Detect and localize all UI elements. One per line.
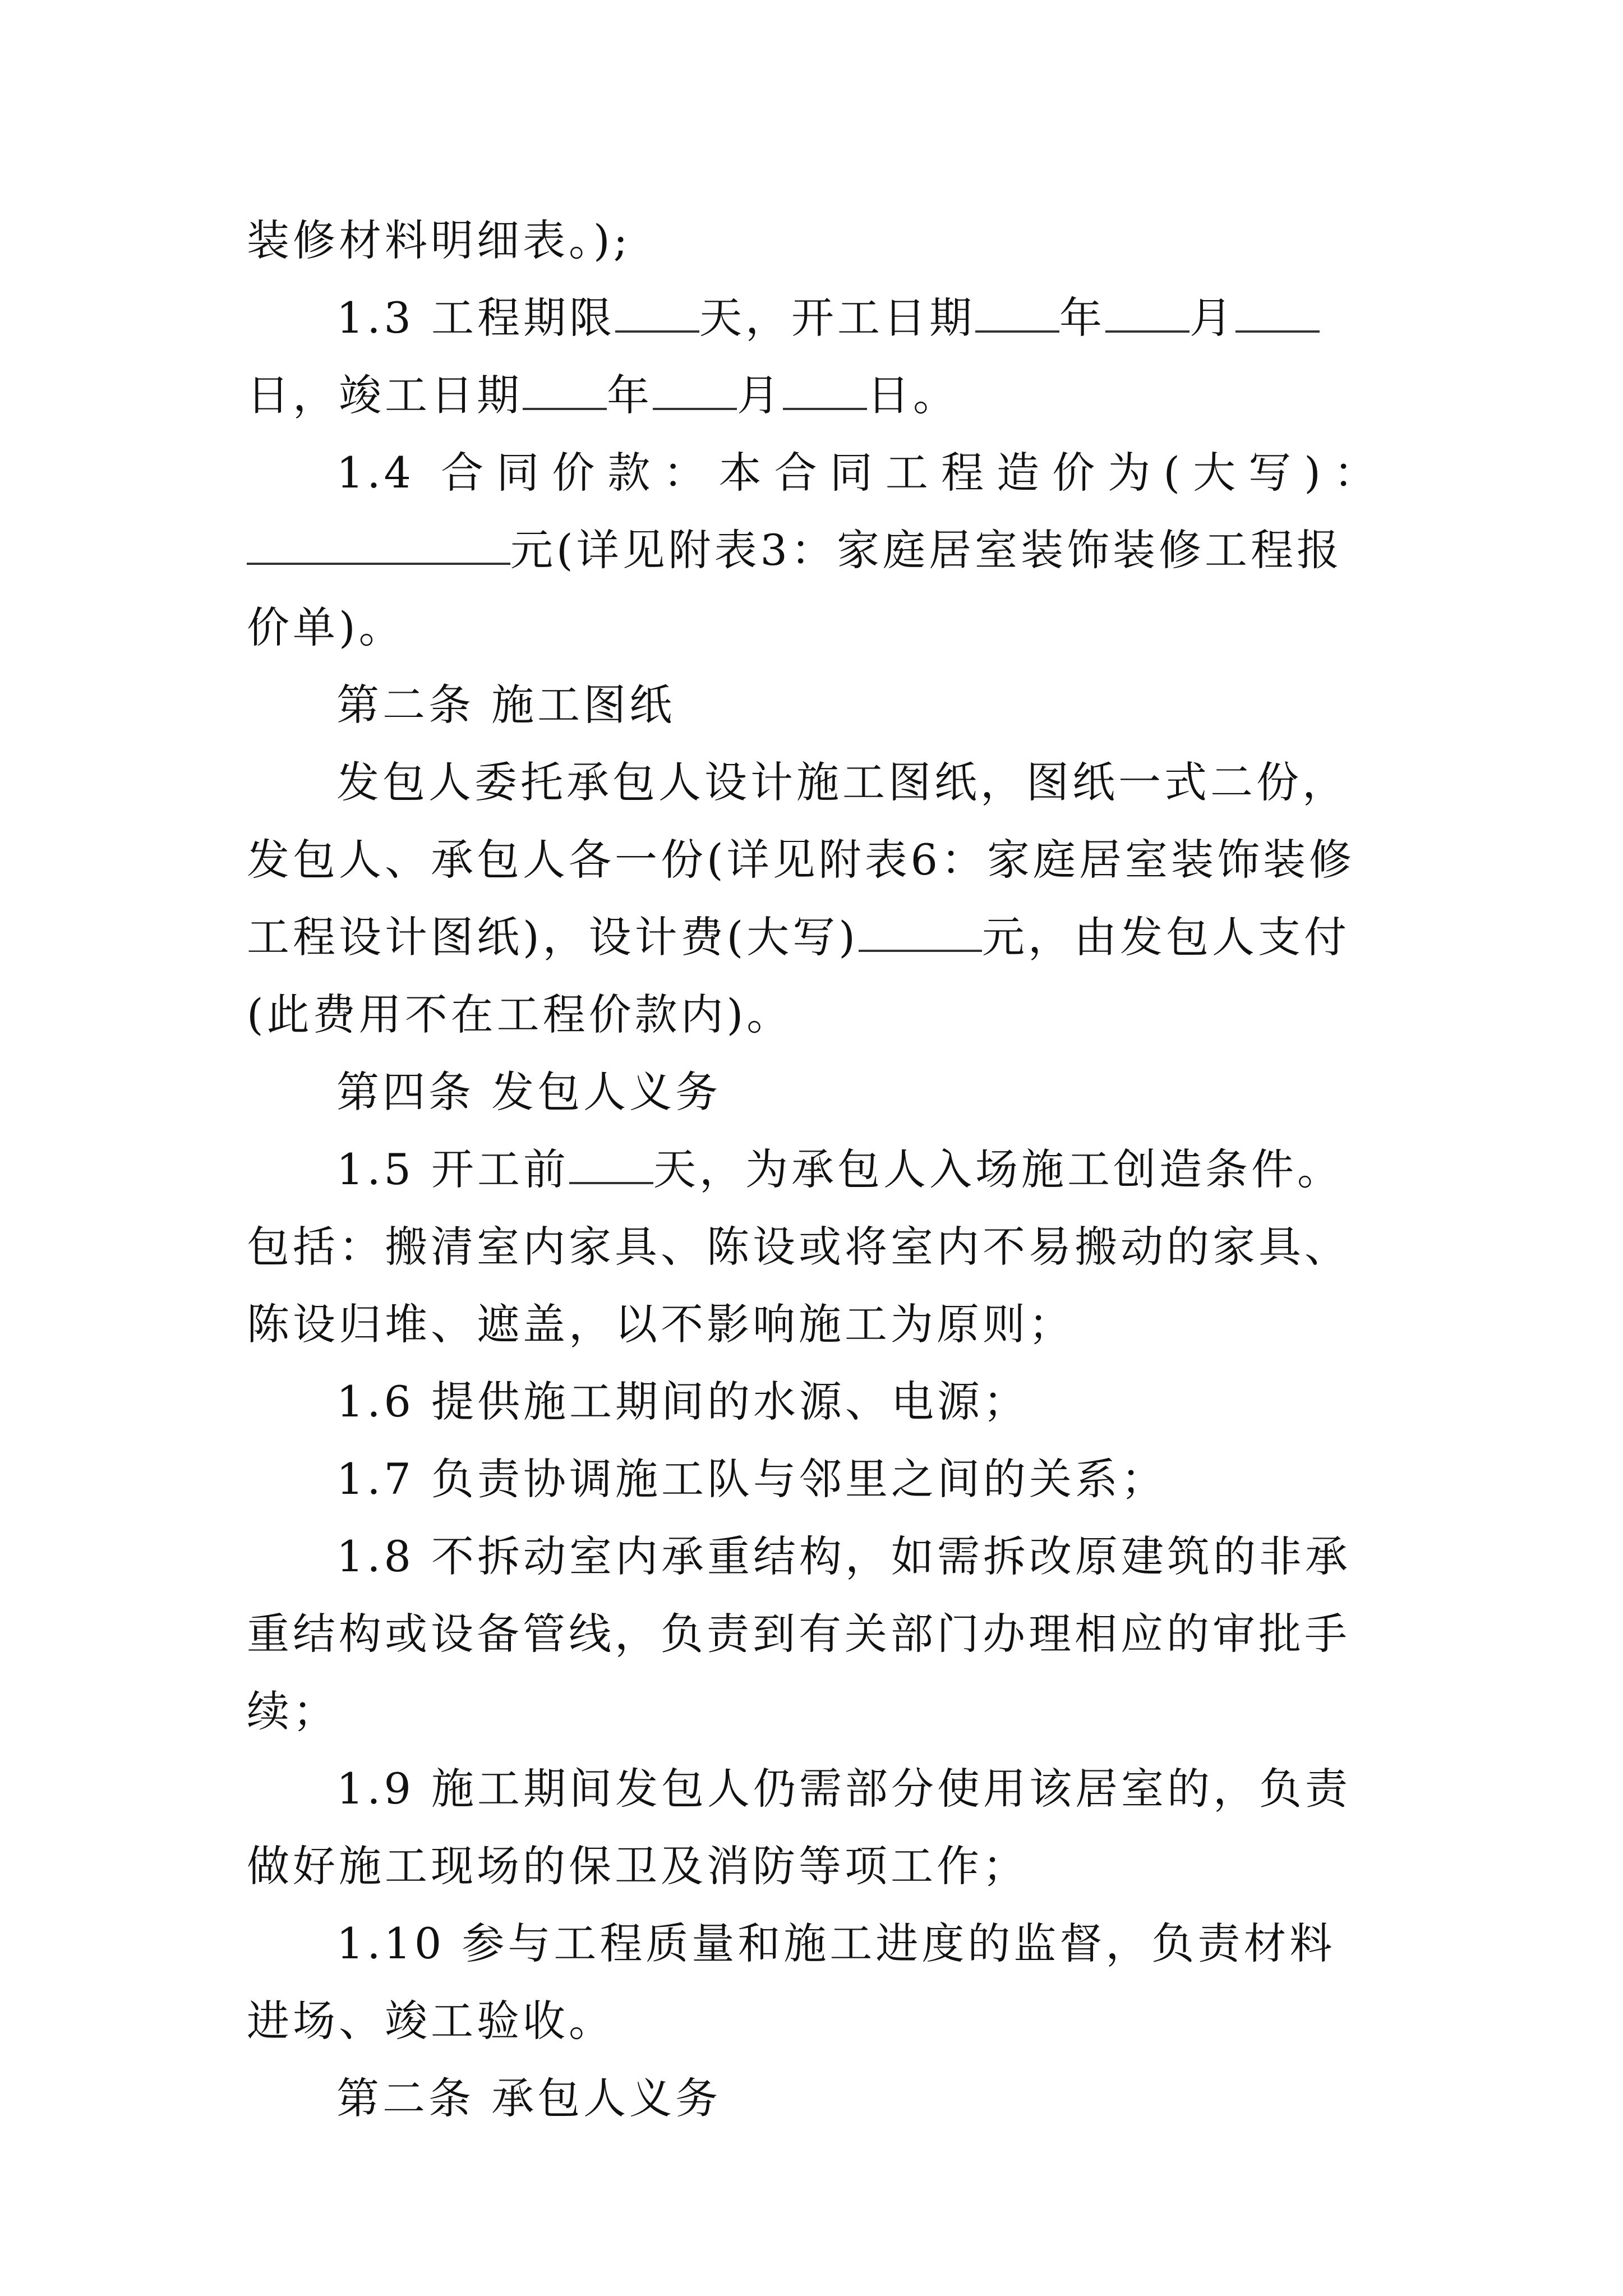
clause-1-7 (247, 1441, 1380, 1518)
clause-1-9 (247, 1750, 1380, 1905)
clause-1-7-text: 1.7 负责协调施工队与邻里之间的关系； (336, 1454, 1168, 1504)
text-continuation: 装修材料明细表。); (247, 215, 631, 265)
end-month-blank (653, 369, 737, 410)
end-year-blank (523, 369, 607, 410)
start-month-blank (1105, 291, 1189, 333)
contract-price-blank (247, 523, 510, 565)
clause-1-4-line-1 (247, 434, 1380, 512)
end-year-label: 年 (607, 370, 653, 420)
article-2-body-a: 发包人委托承包人设计施工图纸，图纸一式二份，发包人、承包人各一份(详见附表6：家庭居室装饰装修工程设计图纸)，设计费(大写) (247, 757, 1355, 962)
article-4-title (247, 1053, 1380, 1131)
clause-1-9-text: 1.9 施工期间发包人仍需部分使用该居室的，负责做好施工现场的保卫及消防等项工作； (247, 1764, 1352, 1891)
clause-1-10 (247, 1905, 1380, 2060)
article-4-title-text: 第四条 发包人义务 (336, 1067, 722, 1117)
clause-1-6-text: 1.6 提供施工期间的水源、电源； (336, 1377, 1030, 1427)
article-2-body-b: 元，由发包人支付(此费用不在工程价款内)。 (247, 912, 1350, 1039)
article-contractor-title-text: 第二条 承包人义务 (336, 2073, 722, 2123)
article-2-title (247, 666, 1380, 744)
end-day-label: 日。 (867, 370, 959, 420)
article-2-body (247, 744, 1380, 1053)
clause-1-3-term-suffix: 天，开工日期 (699, 293, 976, 343)
clause-1-4-suffix: 元(详见附表3：家庭居室装饰装修工程报价单)。 (247, 525, 1343, 652)
article-2-title-text: 第二条 施工图纸 (336, 680, 676, 730)
start-year-blank (975, 291, 1059, 333)
start-day-blank (1235, 291, 1320, 333)
clause-1-5 (247, 1131, 1380, 1363)
clause-1-4-line-2 (247, 512, 1380, 666)
clause-1-5-a: 1.5 开工前 (336, 1144, 570, 1194)
end-day-blank (783, 369, 867, 410)
clause-1-3-term-prefix: 工程期限 (431, 293, 616, 343)
article-contractor-title (247, 2060, 1380, 2137)
clause-1-10-text: 1.10 参与工程质量和施工进度的监督，负责材料进场、竣工验收。 (247, 1918, 1336, 2046)
start-day-label: 日， (247, 370, 339, 420)
clause-1-8-text: 1.8 不拆动室内承重结构，如需拆改原建筑的非承重结构或设备管线，负责到有关部门办理相应的审批手续； (247, 1531, 1352, 1736)
end-month-label: 月 (737, 370, 783, 420)
start-year-label: 年 (1059, 293, 1106, 343)
design-fee-blank (859, 910, 982, 952)
start-month-label: 月 (1189, 293, 1236, 343)
clause-1-6 (247, 1363, 1380, 1441)
clause-1-3 (247, 279, 1380, 434)
days-before-start-blank (569, 1143, 653, 1184)
term-days-blank (615, 291, 699, 333)
document-body (247, 202, 1380, 2137)
paragraph-continuation (247, 202, 1380, 279)
clause-1-5-b: 天，为承包人入场施工创造条件。包括：搬清室内家具、陈设或将室内不易搬动的家具、陈设归堆、遮盖，以不影响施工为原则； (247, 1144, 1350, 1349)
end-date-prefix: 竣工日期 (339, 370, 523, 420)
clause-1-8 (247, 1518, 1380, 1750)
clause-1-3-label: 1.3 (336, 293, 414, 343)
clause-1-4-text: 1.4 合同价款：本合同工程造价为(大写)： (336, 448, 1380, 498)
